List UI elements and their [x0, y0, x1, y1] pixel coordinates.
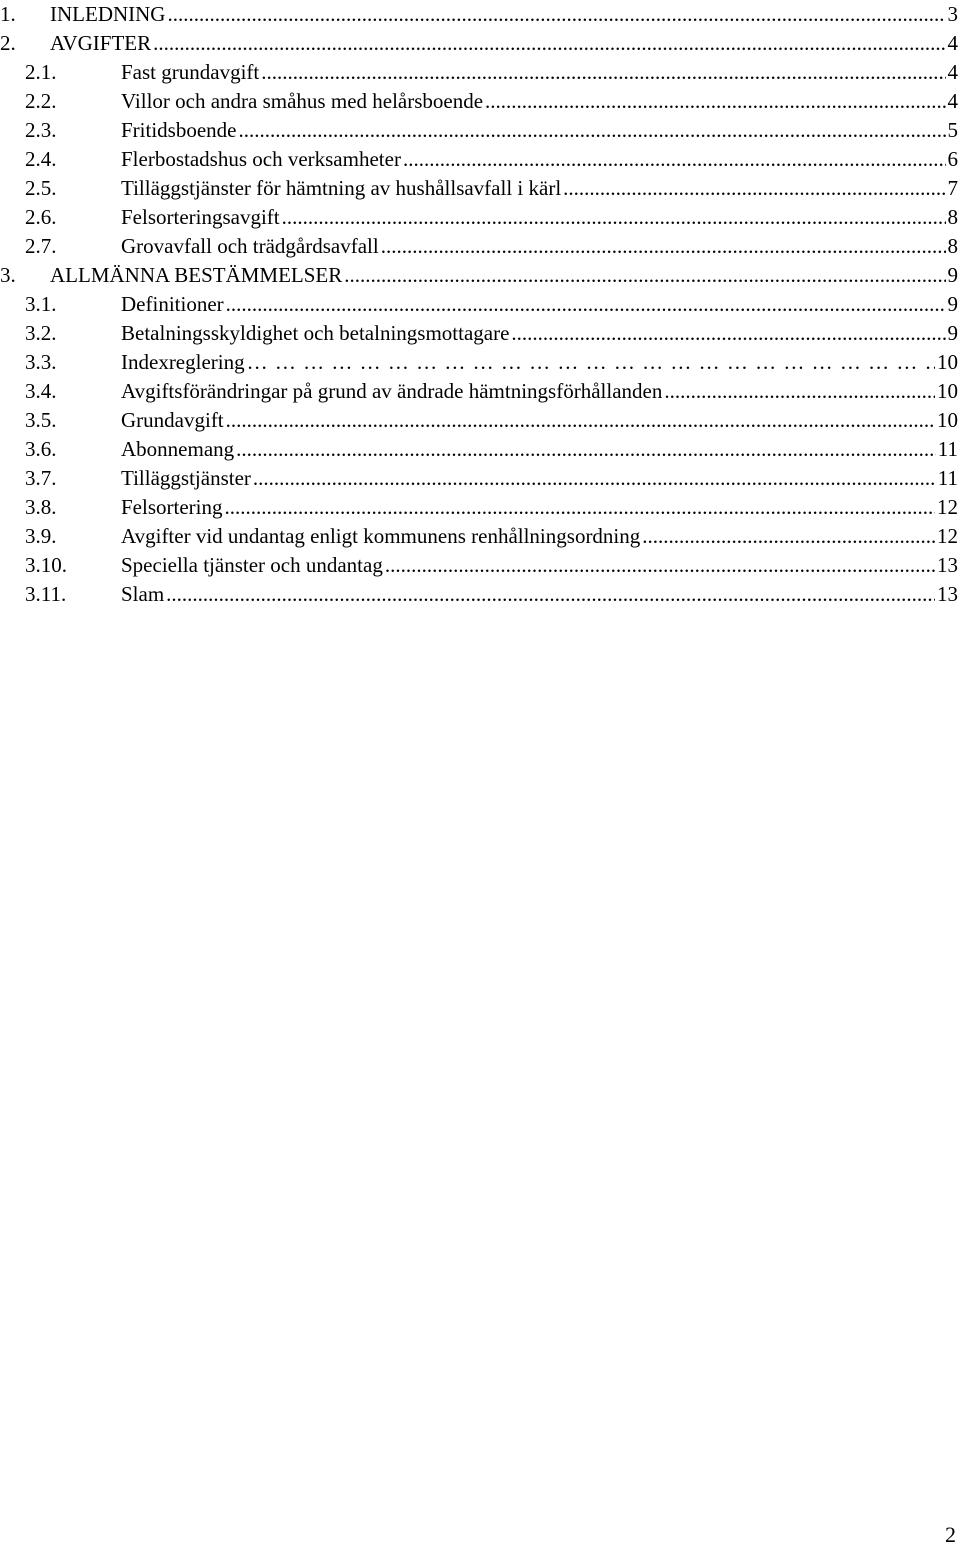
- toc-entry-title: Avgiftsförändringar på grund av ändrade hämtningsförhållanden: [121, 379, 663, 403]
- toc-entry-number: 2.6.: [25, 205, 57, 229]
- toc-entry[interactable]: [0, 145, 960, 174]
- toc-entry-body: [121, 555, 960, 576]
- toc-entry-page: 11: [937, 437, 958, 461]
- toc-entry-page: 10: [937, 408, 958, 432]
- toc-entry-title: Slam: [121, 582, 165, 606]
- toc-entry-title: Abonnemang: [121, 437, 235, 461]
- toc-entry-number: 2.7.: [25, 234, 57, 258]
- toc-entry-body: [121, 91, 960, 112]
- toc-entry-number: 2.: [0, 31, 16, 55]
- toc-dot-leader: [253, 468, 936, 489]
- toc-entry[interactable]: [0, 203, 960, 232]
- toc-entry-body: [121, 323, 960, 344]
- toc-entry[interactable]: [0, 29, 960, 58]
- toc-entry-body: [121, 410, 960, 431]
- toc-entry-number: 3.5.: [25, 408, 57, 432]
- toc-entry-number: 2.3.: [25, 118, 57, 142]
- toc-entry-body: [121, 207, 960, 228]
- toc-entry-title: Felsortering: [121, 495, 223, 519]
- toc-entry-title: Avgifter vid undantag enligt kommunens renhållningsordning: [121, 524, 641, 548]
- toc-entry-number: 3.4.: [25, 379, 57, 403]
- toc-entry-body: [50, 33, 960, 54]
- toc-dot-leader: [485, 91, 945, 112]
- toc-entry-body: [121, 294, 960, 315]
- toc-entry-title: AVGIFTER: [50, 31, 152, 55]
- toc-dot-leader: [224, 497, 935, 518]
- toc-entry-number: 3.9.: [25, 524, 57, 548]
- toc-entry-title: Definitioner: [121, 292, 224, 316]
- toc-entry-title: Flerbostadshus och verksamheter: [121, 147, 401, 171]
- toc-entry-title: Indexreglering: [121, 350, 245, 374]
- table-of-contents: [0, 0, 960, 609]
- toc-entry-page: 13: [937, 553, 958, 577]
- toc-entry[interactable]: [0, 290, 960, 319]
- toc-entry-page: 11: [937, 466, 958, 490]
- toc-entry-body: [121, 352, 960, 373]
- toc-entry-page: 9: [947, 263, 958, 287]
- toc-entry-page: 10: [937, 379, 958, 403]
- toc-entry-page: 12: [937, 495, 958, 519]
- toc-entry[interactable]: [0, 174, 960, 203]
- toc-entry-number: 3.11.: [25, 582, 67, 606]
- toc-entry-page: 12: [937, 524, 958, 548]
- toc-entry-number: 3.2.: [25, 321, 57, 345]
- toc-entry[interactable]: [0, 116, 960, 145]
- toc-dot-leader: [167, 4, 945, 25]
- toc-entry-page: 6: [947, 147, 958, 171]
- toc-entry-page: 8: [947, 234, 958, 258]
- toc-dot-leader: [381, 236, 946, 257]
- toc-entry-page: 13: [937, 582, 958, 606]
- toc-entry-title: Felsorteringsavgift: [121, 205, 280, 229]
- toc-entry[interactable]: [0, 377, 960, 406]
- toc-entry-number: 3.8.: [25, 495, 57, 519]
- toc-dot-leader: [344, 265, 945, 286]
- toc-dot-leader: [166, 584, 935, 605]
- toc-entry-number: 3.6.: [25, 437, 57, 461]
- toc-entry-number: 3.10.: [25, 553, 67, 577]
- toc-entry-number: 2.1.: [25, 60, 57, 84]
- toc-entry-body: [121, 468, 960, 489]
- toc-dot-leader: [403, 149, 946, 170]
- toc-entry-body: [121, 236, 960, 257]
- toc-entry-page: 9: [947, 292, 958, 316]
- toc-entry-number: 1.: [0, 2, 16, 26]
- toc-dot-leader: [236, 439, 936, 460]
- toc-entry-body: [121, 62, 960, 83]
- toc-dot-leader: [385, 555, 935, 576]
- toc-dot-leader: [153, 33, 945, 54]
- toc-entry-number: 2.2.: [25, 89, 57, 113]
- toc-entry-page: 5: [947, 118, 958, 142]
- toc-entry-body: [121, 149, 960, 170]
- toc-dot-leader: [226, 410, 935, 431]
- toc-entry-page: 4: [947, 89, 958, 113]
- toc-entry[interactable]: [0, 58, 960, 87]
- toc-dot-leader: [282, 207, 946, 228]
- toc-entry[interactable]: [0, 87, 960, 116]
- toc-entry-title: ALLMÄNNA BESTÄMMELSER: [50, 263, 343, 287]
- toc-entry-title: INLEDNING: [50, 2, 166, 26]
- toc-entry-body: [121, 497, 960, 518]
- toc-entry[interactable]: [0, 0, 960, 29]
- toc-dot-leader: [247, 352, 935, 373]
- toc-entry-body: [121, 526, 960, 547]
- toc-entry-page: 3: [947, 2, 958, 26]
- toc-entry-number: 3.7.: [25, 466, 57, 490]
- toc-entry-title: Tilläggstjänster: [121, 466, 251, 490]
- toc-entry[interactable]: [0, 232, 960, 261]
- toc-entry[interactable]: [0, 348, 960, 377]
- page-number: 2: [945, 1522, 956, 1547]
- toc-entry-number: 3.3.: [25, 350, 57, 374]
- toc-entry-title: Betalningsskyldighet och betalningsmottagare: [121, 321, 510, 345]
- toc-entry-number: 2.5.: [25, 176, 57, 200]
- toc-entry-number: 3.1.: [25, 292, 57, 316]
- toc-entry[interactable]: [0, 522, 960, 551]
- toc-entry-number: 3.: [0, 263, 16, 287]
- toc-entry-title: Fast grundavgift: [121, 60, 260, 84]
- toc-entry-title: Fritidsboende: [121, 118, 237, 142]
- toc-entry[interactable]: [0, 493, 960, 522]
- toc-entry-page: 7: [947, 176, 958, 200]
- toc-entry-page: 4: [947, 31, 958, 55]
- toc-entry-title: Villor och andra småhus med helårsboende: [121, 89, 484, 113]
- toc-entry[interactable]: [0, 551, 960, 580]
- toc-dot-leader: [261, 62, 945, 83]
- toc-dot-leader: [239, 120, 946, 141]
- toc-dot-leader: [226, 294, 946, 315]
- toc-dot-leader: [642, 526, 935, 547]
- toc-entry-page: 9: [947, 321, 958, 345]
- toc-entry-page: 10: [937, 350, 958, 374]
- toc-entry-title: Tilläggstjänster för hämtning av hushållsavfall i kärl: [121, 176, 562, 200]
- toc-entry[interactable]: [0, 435, 960, 464]
- toc-entry-page: 4: [947, 60, 958, 84]
- toc-entry-body: [121, 120, 960, 141]
- toc-entry-number: 2.4.: [25, 147, 57, 171]
- toc-entry-body: [121, 178, 960, 199]
- toc-entry-body: [50, 4, 960, 25]
- toc-dot-leader: [664, 381, 935, 402]
- toc-entry-title: Grundavgift: [121, 408, 224, 432]
- toc-entry-page: 8: [947, 205, 958, 229]
- toc-entry[interactable]: [0, 580, 960, 609]
- toc-entry-title: Grovavfall och trädgårdsavfall: [121, 234, 379, 258]
- toc-entry-title: Speciella tjänster och undantag: [121, 553, 383, 577]
- toc-entry-body: [121, 584, 960, 605]
- toc-entry[interactable]: [0, 319, 960, 348]
- toc-entry-body: [121, 439, 960, 460]
- toc-entry-body: [50, 265, 960, 286]
- toc-entry-body: [121, 381, 960, 402]
- toc-entry[interactable]: [0, 261, 960, 290]
- toc-entry[interactable]: [0, 406, 960, 435]
- toc-entry[interactable]: [0, 464, 960, 493]
- toc-dot-leader: [563, 178, 945, 199]
- toc-dot-leader: [511, 323, 945, 344]
